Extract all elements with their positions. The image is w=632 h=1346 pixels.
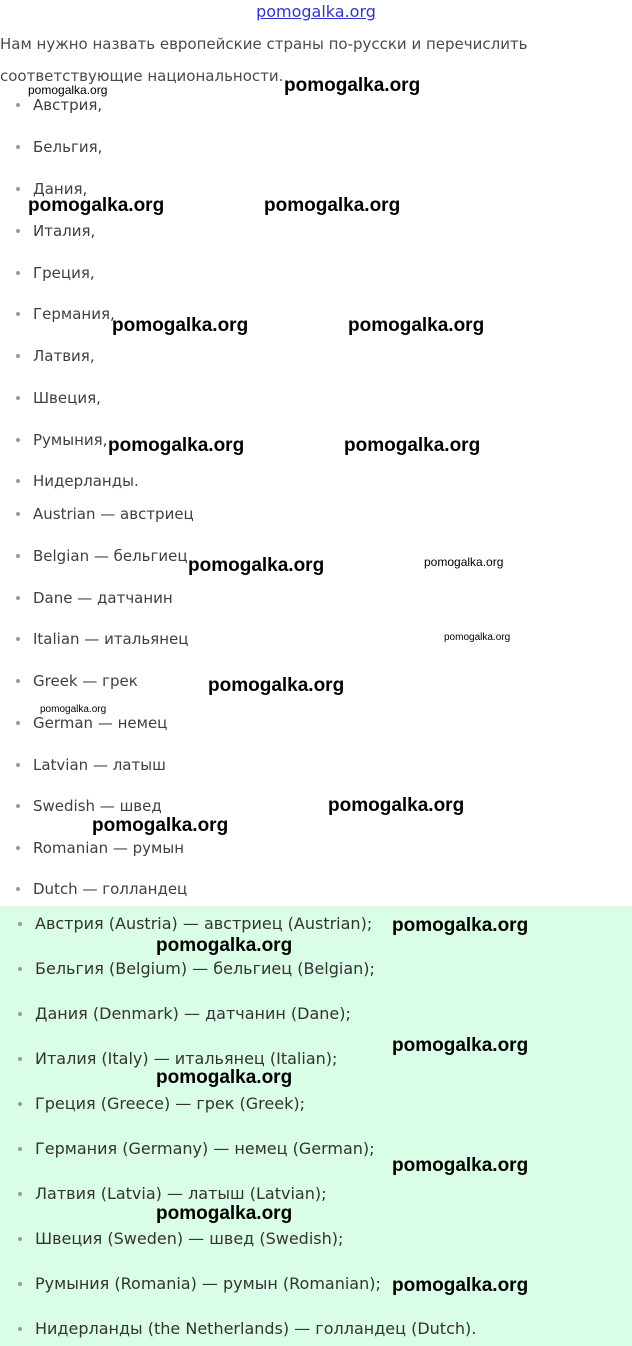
list-item <box>18 1229 343 1248</box>
bullet <box>16 763 20 767</box>
watermark: pomogalka.org <box>208 675 345 696</box>
bullet <box>16 396 20 400</box>
list-item <box>16 756 166 774</box>
list-item-text: Бельгия (Belgium) — бельгиец (Belgian); <box>35 959 375 978</box>
bullet <box>16 596 20 600</box>
list-item <box>16 96 102 114</box>
bullet <box>16 145 20 149</box>
bullet <box>18 1282 22 1286</box>
watermark: pomogalka.org <box>188 555 325 576</box>
bullet <box>16 187 20 191</box>
list-item <box>18 914 372 933</box>
list-item <box>18 1139 375 1158</box>
list-item-text: Belgian — бельгиец <box>33 547 188 565</box>
list-item <box>18 959 375 978</box>
task-description: Нам нужно назвать европейские страны по-русски и перечислить соответствующие национальности. <box>0 35 528 85</box>
list-item <box>18 1319 476 1338</box>
watermark: pomogalka.org <box>392 1275 529 1296</box>
bullet <box>16 271 20 275</box>
list-item-text: Германия, <box>33 305 115 323</box>
watermark: pomogalka.org <box>284 75 421 96</box>
watermark: pomogalka.org <box>92 815 229 836</box>
watermark: pomogalka.org <box>424 555 504 569</box>
list-item-text: Italian — итальянец <box>33 630 189 648</box>
bullet <box>16 512 20 516</box>
list-item <box>18 1094 305 1113</box>
bullet <box>18 922 22 926</box>
watermark: pomogalka.org <box>348 315 485 336</box>
watermark: pomogalka.org <box>156 935 293 956</box>
list-item <box>16 547 188 565</box>
list-item-text: Греция, <box>33 264 95 282</box>
watermark: pomogalka.org <box>40 704 107 715</box>
list-item-text: Латвия, <box>33 347 95 365</box>
list-item <box>16 389 101 407</box>
list-item-text: Германия (Germany) — немец (German); <box>35 1139 375 1158</box>
list-item <box>18 1004 351 1023</box>
answer-block <box>0 906 632 1346</box>
bullet <box>16 846 20 850</box>
list-item <box>16 305 115 323</box>
watermark: pomogalka.org <box>264 195 401 216</box>
bullet <box>16 312 20 316</box>
watermark: pomogalka.org <box>392 1035 529 1056</box>
watermark: pomogalka.org <box>392 915 529 936</box>
list-item <box>18 1184 327 1203</box>
bullet <box>18 1012 22 1016</box>
list-item-text: Swedish — швед <box>33 797 162 815</box>
list-item <box>16 222 95 240</box>
list-item <box>18 1274 381 1293</box>
site-link[interactable]: pomogalka.org <box>256 2 376 21</box>
list-item-text: Dutch — голландец <box>33 880 188 898</box>
list-item-text: Greek — грек <box>33 672 138 690</box>
watermark: pomogalka.org <box>344 435 481 456</box>
list-item <box>16 880 187 898</box>
watermark: pomogalka.org <box>392 1155 529 1176</box>
bullet <box>16 637 20 641</box>
list-item <box>16 839 184 857</box>
bullet <box>18 1057 22 1061</box>
bullet <box>18 967 22 971</box>
bullet <box>16 103 20 107</box>
watermark: pomogalka.org <box>156 1067 293 1088</box>
list-item-text: Дания, <box>33 180 88 198</box>
list-item-text: Latvian — латыш <box>33 756 166 774</box>
watermark: pomogalka.org <box>156 1203 293 1224</box>
list-item <box>16 264 95 282</box>
bullet <box>16 887 20 891</box>
list-item-text: Нидерланды. <box>33 472 139 490</box>
list-item-text: Латвия (Latvia) — латыш (Latvian); <box>35 1184 327 1203</box>
bullet <box>18 1192 22 1196</box>
list-item-text: Швеция (Sweden) — швед (Swedish); <box>35 1229 344 1248</box>
list-item-text: Румыния, <box>33 431 108 449</box>
list-item-text: Dane — датчанин <box>33 589 173 607</box>
list-item-text: German — немец <box>33 714 168 732</box>
bullet <box>16 229 20 233</box>
list-item <box>16 797 162 815</box>
list-item-text: Греция (Greece) — грек (Greek); <box>35 1094 305 1113</box>
watermark: pomogalka.org <box>28 83 108 97</box>
list-item-text: Дания (Denmark) — датчанин (Dane); <box>35 1004 351 1023</box>
bullet <box>18 1147 22 1151</box>
bullet <box>16 679 20 683</box>
bullet <box>18 1237 22 1241</box>
list-item <box>16 347 95 365</box>
list-item-text: Romanian — румын <box>33 839 185 857</box>
watermark: pomogalka.org <box>108 435 245 456</box>
watermark: pomogalka.org <box>328 795 465 816</box>
watermark: pomogalka.org <box>444 632 511 643</box>
bullet <box>16 479 20 483</box>
list-item-text: Австрия (Austria) — австриец (Austrian); <box>35 914 373 933</box>
list-item-text: Италия (Italy) — итальянец (Italian); <box>35 1049 338 1068</box>
bullet <box>16 554 20 558</box>
watermark: pomogalka.org <box>112 315 249 336</box>
bullet <box>18 1327 22 1331</box>
list-item-text: Austrian — австриец <box>33 505 194 523</box>
list-item <box>16 714 167 732</box>
list-item-text: Швеция, <box>33 389 101 407</box>
list-item <box>16 138 102 156</box>
list-item <box>16 672 138 690</box>
list-item-text: Италия, <box>33 222 96 240</box>
list-item-text: Австрия, <box>33 96 103 114</box>
list-item <box>16 472 139 490</box>
bullet <box>16 721 20 725</box>
list-item <box>16 505 194 523</box>
list-item <box>16 431 107 449</box>
bullet <box>16 438 20 442</box>
list-item <box>16 589 173 607</box>
bullet <box>16 354 20 358</box>
bullet <box>16 804 20 808</box>
list-item-text: Румыния (Romania) — румын (Romanian); <box>35 1274 381 1293</box>
list-item <box>16 630 188 648</box>
list-item <box>18 1049 337 1068</box>
list-item-text: Нидерланды (the Netherlands) — голландец (Dutch). <box>35 1319 477 1338</box>
list-item-text: Бельгия, <box>33 138 103 156</box>
bullet <box>18 1102 22 1106</box>
watermark: pomogalka.org <box>28 195 165 216</box>
